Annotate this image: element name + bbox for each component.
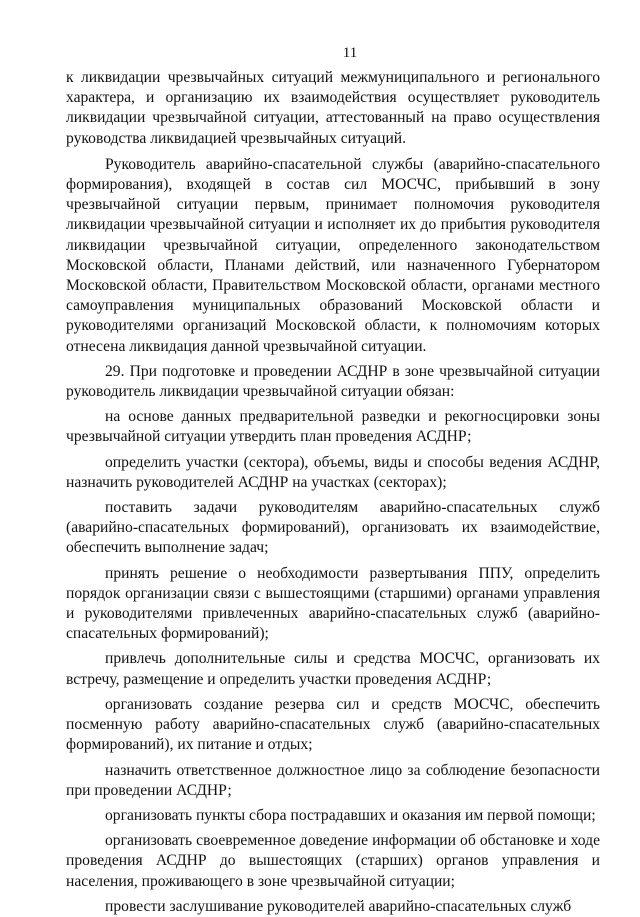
page-number: 11 [342, 45, 358, 61]
paragraph-continuation: к ликвидации чрезвычайных ситуаций межмуниципального и регионального характера, и организацию их взаимодействия осуществляет руководитель ликвидации чрезвычайной ситуации, аттестованный на право осуществления руководства ликвидацией чрезвычайных ситуаций. [66, 69, 600, 147]
duty-item: привлечь дополнительные силы и средства МОСЧС, организовать их встречу, размещение и определить участки проведения АСДНР; [66, 650, 600, 688]
document-body [66, 68, 600, 917]
duty-item: провести заслушивание руководителей аварийно-спасательных служб [105, 897, 572, 915]
duty-item: поставить задачи руководителям аварийно-спасательных служб (аварийно-спасательных формирований), организовать их взаимодействие, обеспечить выполнение задач; [66, 499, 600, 557]
duty-item: на основе данных предварительной разведки и рекогносцировки зоны чрезвычайной ситуации утвердить план проведения АСДНР; [66, 408, 600, 446]
duty-item: организовать пункты сбора пострадавших и оказания им первой помощи; [105, 806, 596, 824]
duty-item: принять решение о необходимости развертывания ППУ, определить порядок организации связи с вышестоящими (старшими) органами управления и руководителями привлеченных аварийно-спасательных служб (аварийно-спасательных формирований); [66, 564, 600, 643]
duty-item: организовать создание резерва сил и средств МОСЧС, обеспечить посменную работу аварийно-спасательных служб (аварийно-спасательных формирований), их питание и отдых; [66, 695, 600, 754]
paragraph-clause-29: 29. При подготовке и проведении АСДНР в зоне чрезвычайной ситуации руководитель ликвидации чрезвычайной ситуации обязан: [66, 362, 600, 401]
duty-item: определить участки (сектора), объемы, виды и способы ведения АСДНР, назначить руководителей АСДНР на участках (секторах); [66, 453, 600, 491]
duty-item: назначить ответственное должностное лицо за соблюдение безопасности при проведении АСДНР; [66, 761, 600, 799]
duty-item: организовать своевременное доведение информации об обстановке и ходе проведения АСДНР до вышестоящих (старших) органов управления и населения, проживающего в зоне чрезвычайной ситуации; [66, 832, 600, 890]
paragraph: Руководитель аварийно-спасательной службы (аварийно-спасательного формирования), входящей в состав сил МОСЧС, прибывший в зону чрезвычайной ситуации первым, принимает полномочия руководителя ликвидации чрезвычайной ситуации и исполняет их до прибытия руководителя ликвидации чрезвычайной ситуации, определенного законодательством Московской области, Планами действий, или назначенного Губернатором Московской области, Правительством Московской области, органами местного самоуправления муниципальных образований Московской области и руководителями организаций Московской области, к полномочиям которых отнесена ликвидация данной чрезвычайной ситуации. [66, 155, 600, 355]
